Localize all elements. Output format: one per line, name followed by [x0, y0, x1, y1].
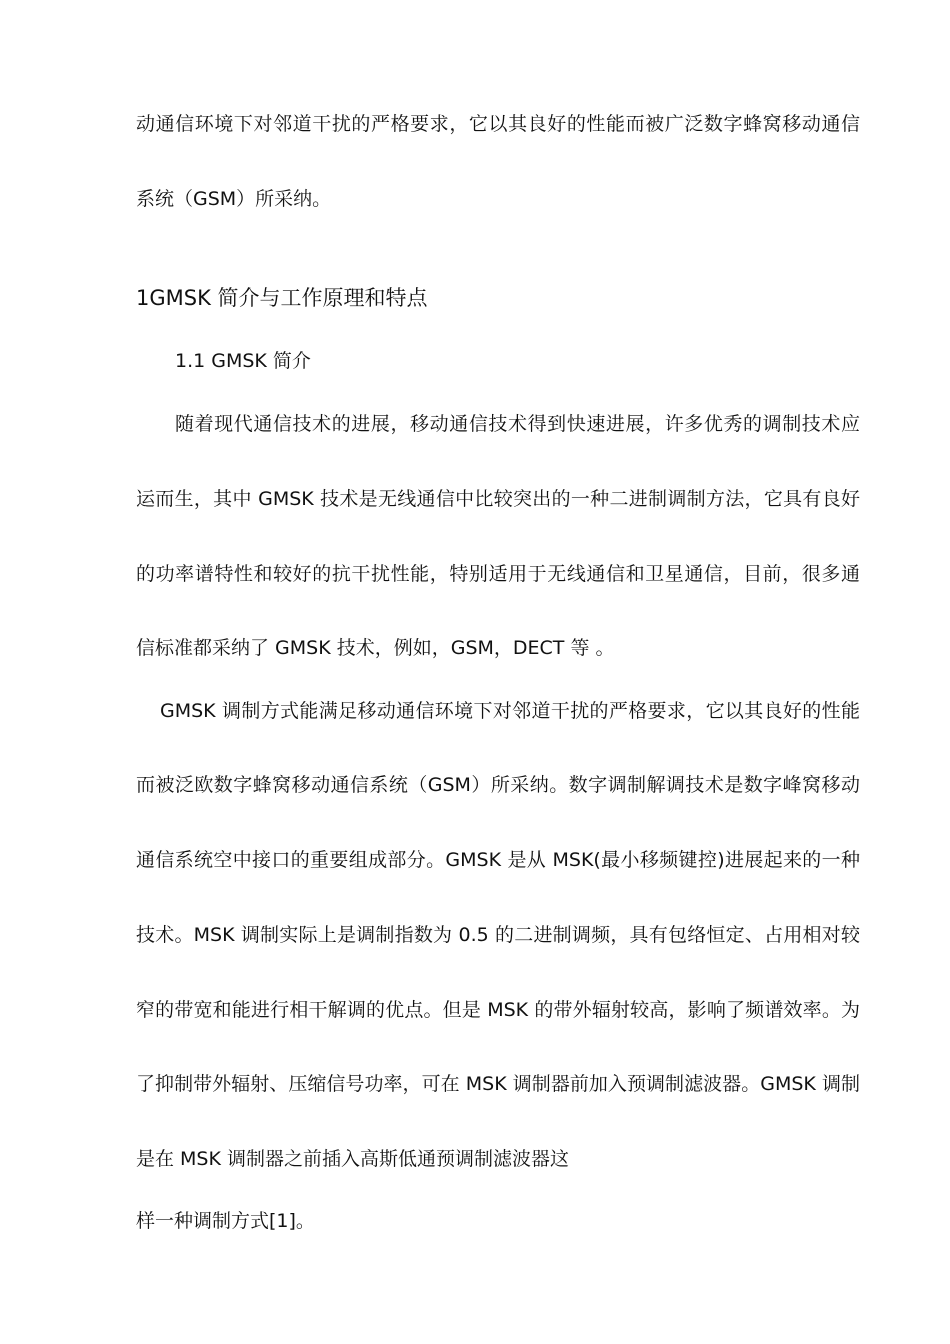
- paragraph2-line-5: 窄的带宽和能进行相干解调的优点。但是 MSK 的带外辐射较高，影响了频谱效率。为: [136, 999, 860, 1021]
- paragraph2-line-4: 技术。MSK 调制实际上是调制指数为 0.5 的二进制调频，具有包络恒定、占用相对较: [136, 924, 860, 946]
- paragraph2-line-8: 样一种调制方式[1]。: [136, 1210, 315, 1232]
- paragraph1-line-1: 随着现代通信技术的进展，移动通信技术得到快速进展，许多优秀的调制技术应: [175, 413, 860, 435]
- paragraph2-line-3: 通信系统空中接口的重要组成部分。GMSK 是从 MSK(最小移频键控)进展起来的一种: [136, 849, 860, 871]
- paragraph1-line-4: 信标准都采纳了 GMSK 技术，例如，GSM，DECT 等 。: [136, 637, 615, 659]
- intro-line-2: 系统（GSM）所采纳。: [136, 188, 332, 210]
- paragraph2-line-1: GMSK 调制方式能满足移动通信环境下对邻道干扰的严格要求，它以其良好的性能: [160, 700, 860, 722]
- paragraph2-line-7: 是在 MSK 调制器之前插入高斯低通预调制滤波器这: [136, 1148, 569, 1170]
- paragraph1-line-3: 的功率谱特性和较好的抗干扰性能，特别适用于无线通信和卫星通信，目前，很多通: [136, 563, 860, 585]
- section-title: 1GMSK 简介与工作原理和特点: [136, 286, 428, 310]
- paragraph2-line-6: 了抑制带外辐射、压缩信号功率，可在 MSK 调制器前加入预调制滤波器。GMSK 调制: [136, 1073, 860, 1095]
- paragraph1-line-2: 运而生，其中 GMSK 技术是无线通信中比较突出的一种二进制调制方法，它具有良好: [136, 488, 860, 510]
- intro-line-1: 动通信环境下对邻道干扰的严格要求，它以其良好的性能而被广泛数字蜂窝移动通信: [136, 113, 860, 135]
- paragraph2-line-2: 而被泛欧数字蜂窝移动通信系统（GSM）所采纳。数字调制解调技术是数字峰窝移动: [136, 774, 860, 796]
- subsection-title: 1.1 GMSK 简介: [175, 350, 311, 372]
